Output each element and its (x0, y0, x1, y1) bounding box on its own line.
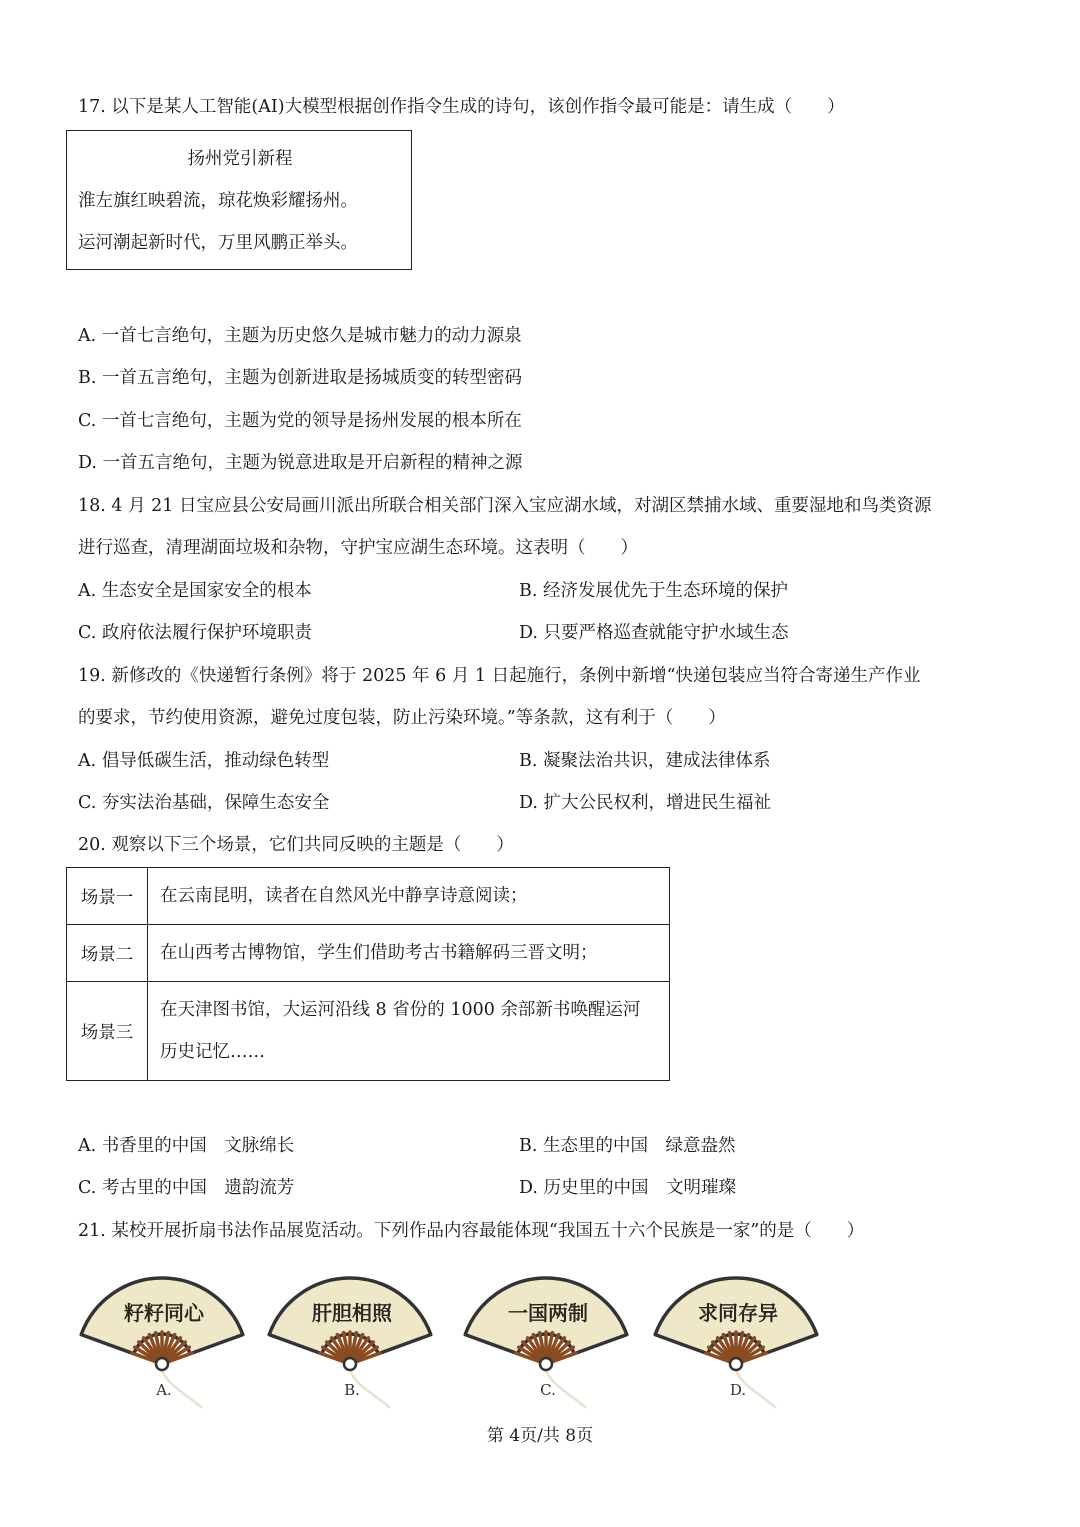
poem-line-1: 淮左旗红映碧流，琼花焕彩耀扬州。 (78, 191, 358, 211)
q18-option-a: A. 生态安全是国家安全的根本 (78, 581, 312, 601)
scene-text-line-2: 历史记忆…… (160, 1042, 265, 1062)
fan-option-c (458, 1268, 638, 1418)
fan-pivot (540, 1358, 552, 1370)
q20-option-b: B. 生态里的中国 绿意盎然 (519, 1136, 736, 1156)
q19-option-a: A. 倡导低碳生活，推动绿色转型 (78, 751, 330, 771)
q17-option-a: A. 一首七言绝句，主题为历史悠久是城市魅力的动力源泉 (78, 326, 522, 346)
fan-text: 求同存异 (698, 1301, 778, 1325)
q19-option-d: D. 扩大公民权利，增进民生福祉 (519, 793, 772, 813)
q20-option-d: D. 历史里的中国 文明璀璨 (519, 1178, 737, 1198)
q18-option-d: D. 只要严格巡查就能守护水域生态 (519, 623, 789, 643)
fan-text: 肝胆相照 (312, 1301, 392, 1325)
q17-option-c: C. 一首七言绝句，主题为党的领导是扬州发展的根本所在 (78, 411, 522, 431)
fan-label: A. (156, 1381, 172, 1399)
q19-option-c: C. 夯实法治基础，保障生态安全 (78, 793, 330, 813)
q17-stem: 17. 以下是某人工智能(AI)大模型根据创作指令生成的诗句，该创作指令最可能是：请生成（ ） (78, 97, 845, 117)
scene-text (148, 982, 670, 1081)
fan-text: 籽籽同心 (124, 1301, 204, 1325)
poem-line-2: 运河潮起新时代，万里风鹏正举头。 (78, 233, 358, 253)
fan-options (74, 1268, 834, 1418)
fan-text: 一国两制 (508, 1301, 588, 1325)
q21-stem: 21. 某校开展折扇书法作品展览活动。下列作品内容最能体现“我国五十六个民族是一家”的是（ ） (78, 1221, 865, 1241)
fan-pivot (156, 1358, 168, 1370)
fan-label: B. (344, 1381, 360, 1399)
scenes-table (66, 867, 670, 1081)
q20-option-a: A. 书香里的中国 文脉绵长 (78, 1136, 295, 1156)
q18-stem-line-1: 18. 4 月 21 日宝应县公安局画川派出所联合相关部门深入宝应湖水域，对湖区禁捕水域、重要湿地和鸟类资源 (78, 496, 932, 516)
page-number: 第 4页/共 8页 (486, 1426, 594, 1446)
q18-option-c: C. 政府依法履行保护环境职责 (78, 623, 312, 643)
fan-option-d (648, 1268, 828, 1418)
table-row (67, 982, 670, 1081)
q20-stem: 20. 观察以下三个场景，它们共同反映的主题是（ ） (78, 835, 514, 855)
fan-pivot (344, 1358, 356, 1370)
q19-option-b: B. 凝聚法治共识，建成法律体系 (519, 751, 771, 771)
scene-text: 在云南昆明，读者在自然风光中静享诗意阅读； (148, 868, 670, 925)
q18-stem-line-2: 进行巡查，清理湖面垃圾和杂物，守护宝应湖生态环境。这表明（ ） (78, 538, 638, 558)
q19-stem-line-2: 的要求，节约使用资源，避免过度包装，防止污染环境。”等条款，这有利于（ ） (78, 708, 726, 728)
q18-option-b: B. 经济发展优先于生态环境的保护 (519, 581, 788, 601)
fan-label: D. (729, 1381, 747, 1399)
fan-option-b (262, 1268, 442, 1418)
q19-stem-line-1: 19. 新修改的《快递暂行条例》将于 2025 年 6 月 1 日起施行，条例中新增“快递包装应当符合寄递生产作业 (78, 666, 921, 686)
fan-label: C. (540, 1381, 556, 1399)
table-row (67, 868, 670, 925)
q20-option-c: C. 考古里的中国 遗韵流芳 (78, 1178, 295, 1198)
table-row (67, 925, 670, 982)
fan-option-a (74, 1268, 254, 1418)
scene-text: 在山西考古博物馆，学生们借助考古书籍解码三晋文明； (148, 925, 670, 982)
poem-box (66, 130, 412, 270)
poem-title: 扬州党引新程 (187, 149, 293, 169)
q17-option-b: B. 一首五言绝句，主题为创新进取是扬城质变的转型密码 (78, 368, 522, 388)
scene-label: 场景一 (67, 868, 148, 925)
scene-text-line-1: 在天津图书馆，大运河沿线 8 省份的 1000 余部新书唤醒运河 (160, 1000, 641, 1020)
scene-label: 场景三 (67, 982, 148, 1081)
fan-pivot (730, 1358, 742, 1370)
q17-option-d: D. 一首五言绝句，主题为锐意进取是开启新程的精神之源 (78, 453, 523, 473)
scene-label: 场景二 (67, 925, 148, 982)
